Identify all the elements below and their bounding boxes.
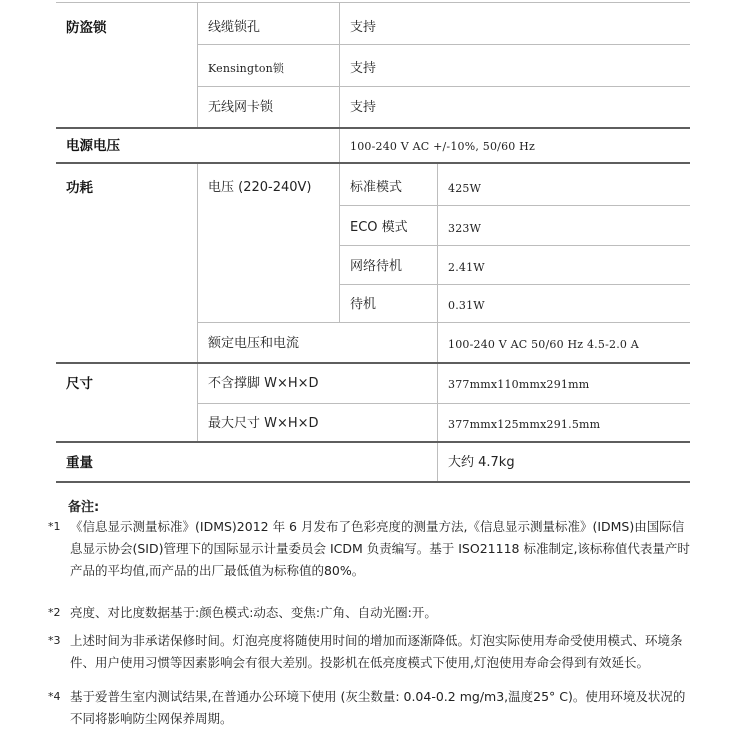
column-divider (339, 164, 340, 322)
power-mode-label: 网络待机 (350, 259, 403, 274)
power-mode-value: 323W (448, 222, 482, 235)
note-mark: *3 (48, 634, 61, 647)
size-label: 最大尺寸 W×H×D (208, 416, 319, 431)
column-divider (197, 164, 198, 362)
antitheft-label (208, 61, 284, 77)
notes-title: 备注: (68, 500, 100, 515)
row-divider (340, 245, 690, 246)
note-mark: *1 (48, 520, 61, 533)
antitheft-value: 支持 (350, 100, 377, 115)
note-mark: *2 (48, 606, 61, 619)
note-text: 上述时间为非承诺保修时间。灯泡亮度将随使用时间的增加而逐渐降低。灯泡实际使用寿命受使用模式、环境条件、用户使用习惯等因素影响会有很大差别。投影机在低亮度模式下使用,灯泡使用寿命会得到有效延长。 (70, 633, 683, 670)
section-divider (56, 481, 690, 483)
column-divider (437, 443, 438, 481)
power-mode-label: 待机 (350, 297, 377, 312)
category-voltage: 电源电压 (66, 138, 120, 154)
size-label: 不含撑脚 W×H×D (208, 376, 319, 391)
antitheft-label-text: Kensington锁 (208, 62, 285, 75)
note-item (48, 630, 695, 674)
note-text: 基于爱普生室内测试结果,在普通办公环境下使用 (灰尘数量: 0.04-0.2 mg/m3,温度25° C)。使用环境及状况的不同将影响防尘网保养周期。 (70, 689, 686, 726)
voltage-value: 100-240 V AC +/-10%, 50/60 Hz (350, 140, 535, 153)
row-divider (56, 2, 690, 3)
antitheft-label: 无线网卡锁 (208, 100, 274, 115)
row-divider (198, 403, 690, 404)
column-divider (197, 3, 198, 127)
power-mode-value: 425W (448, 182, 482, 195)
note-mark: *4 (48, 690, 61, 703)
note-text: 亮度、对比度数据基于:颜色模式:动态、变焦:广角、自动光圈:开。 (70, 605, 437, 620)
row-divider (198, 44, 690, 45)
antitheft-label: 线缆锁孔 (208, 20, 261, 35)
note-item (48, 516, 695, 582)
column-divider (437, 164, 438, 362)
row-divider (340, 205, 690, 206)
rated-value: 100-240 V AC 50/60 Hz 4.5-2.0 A (448, 338, 639, 351)
category-antitheft: 防盗锁 (66, 20, 107, 36)
row-divider (198, 322, 690, 323)
section-divider (56, 441, 690, 443)
power-mode-value: 0.31W (448, 299, 485, 312)
note-text: 《信息显示测量标准》(IDMS)2012 年 6 月发布了色彩亮度的测量方法,《信息显示测量标准》(IDMS)由国际信息显示协会(SID)管理下的国际显示计量委员会 ICDM 负责编写。基于 ISO21118 标准制定,该标称值代表量产时产品的平均值,而产品的出厂最低值为标称值的80%。 (70, 519, 690, 578)
section-divider (56, 127, 690, 129)
power-mode-value: 2.41W (448, 261, 485, 274)
rated-label: 额定电压和电流 (208, 336, 300, 351)
column-divider (339, 129, 340, 162)
size-value: 377mmx110mmx291mm (448, 378, 590, 391)
antitheft-value: 支持 (350, 20, 377, 35)
column-divider (197, 364, 198, 441)
section-divider (56, 162, 690, 164)
row-divider (198, 86, 690, 87)
category-power: 功耗 (66, 180, 93, 196)
category-weight: 重量 (66, 455, 93, 471)
power-mode-label: ECO 模式 (350, 220, 408, 235)
power-mode-label: 标准模式 (350, 180, 403, 195)
section-divider (56, 362, 690, 364)
size-value: 377mmx125mmx291.5mm (448, 418, 601, 431)
note-item (48, 602, 695, 624)
antitheft-value: 支持 (350, 61, 377, 76)
row-divider (340, 284, 690, 285)
weight-value: 大约 4.7kg (448, 455, 515, 470)
column-divider (339, 3, 340, 127)
column-divider (437, 364, 438, 441)
power-sub-label: 电压 (220-240V) (208, 180, 312, 195)
category-size: 尺寸 (66, 376, 93, 392)
note-item (48, 686, 695, 730)
